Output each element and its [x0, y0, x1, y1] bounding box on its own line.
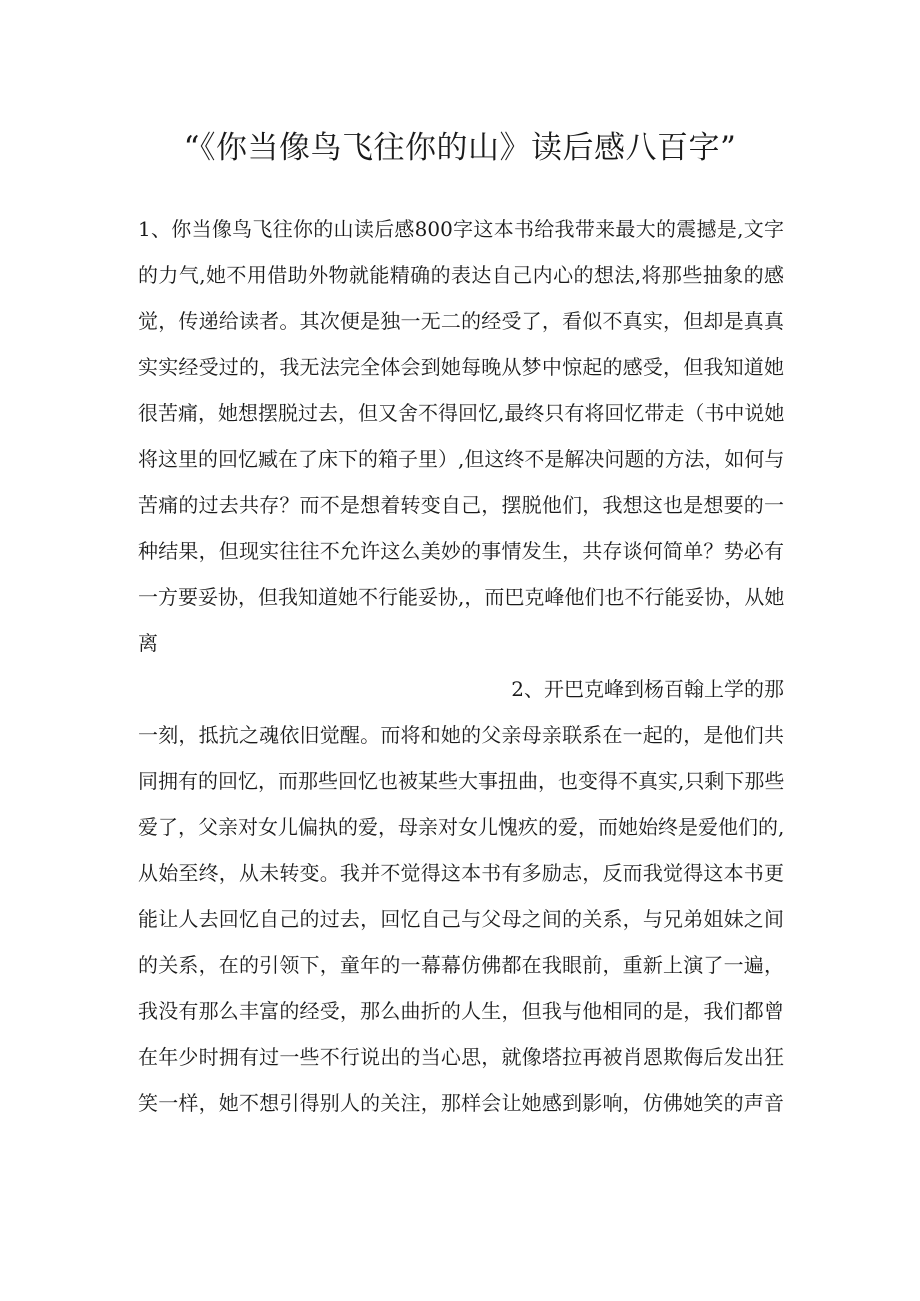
paragraph-line: 的力气,她不用借助外物就能精确的表达自己内心的想法,将那些抽象的感: [138, 263, 784, 287]
paragraph-line: 爱了，父亲对女儿偏执的爱，母亲对女儿愧疚的爱，而她始终是爱他们的,: [138, 815, 784, 839]
paragraph-line: 很苦痛，她想摆脱过去，但又舍不得回忆,最终只有将回忆带走（书中说她: [138, 401, 784, 425]
paragraph-line: 一刻，抵抗之魂依旧觉醒。而将和她的父亲母亲联系在一起的，是他们共: [138, 723, 784, 747]
paragraph-line: 离: [138, 631, 158, 655]
paragraph-line: 的关系，在的引领下，童年的一幕幕仿佛都在我眼前，重新上演了一遍，: [138, 953, 784, 977]
document-body: [138, 206, 784, 1126]
paragraph-line: 同拥有的回忆，而那些回忆也被某些大事扭曲，也变得不真实,只剩下那些: [138, 769, 784, 793]
document-title: “《你当像鸟飞往你的山》读后感八百字”: [183, 130, 737, 166]
paragraph-line: 在年少时拥有过一些不行说出的当心思，就像塔拉再被肖恩欺侮后发出狂: [138, 1045, 784, 1069]
paragraph-line: 笑一样，她不想引得别人的关注，那样会让她感到影响，仿佛她笑的声音: [138, 1091, 784, 1115]
paragraph-line: 1、你当像鸟飞往你的山读后感800字这本书给我带来最大的震撼是,文字: [138, 217, 784, 241]
paragraph-line: 种结果，但现实往往不允许这么美妙的事情发生，共存谈何简单？势必有: [138, 539, 784, 563]
paragraph-line: 能让人去回忆自己的过去，回忆自己与父母之间的关系，与兄弟姐妹之间: [138, 907, 784, 931]
paragraph-line: 实实经受过的，我无法完全体会到她每晚从梦中惊起的感受，但我知道她: [138, 355, 784, 379]
paragraph-line: 从始至终，从未转变。我并不觉得这本书有多励志，反而我觉得这本书更: [138, 861, 784, 885]
paragraph-line: 一方要妥协，但我知道她不行能妥协,，而巴克峰他们也不行能妥协，从她: [138, 585, 784, 609]
paragraph-line: 觉，传递给读者。其次便是独一无二的经受了，看似不真实，但却是真真: [138, 309, 784, 333]
paragraph-line: 将这里的回忆臧在了床下的箱子里）,但这终不是解决问题的方法，如何与: [138, 447, 784, 471]
paragraph-line: 我没有那么丰富的经受，那么曲折的人生，但我与他相同的是，我们都曾: [138, 999, 784, 1023]
paragraph-line: 苦痛的过去共存？而不是想着转变自己，摆脱他们，我想这也是想要的一: [138, 493, 784, 517]
paragraph-line: 2、开巴克峰到杨百翰上学的那: [511, 677, 784, 701]
